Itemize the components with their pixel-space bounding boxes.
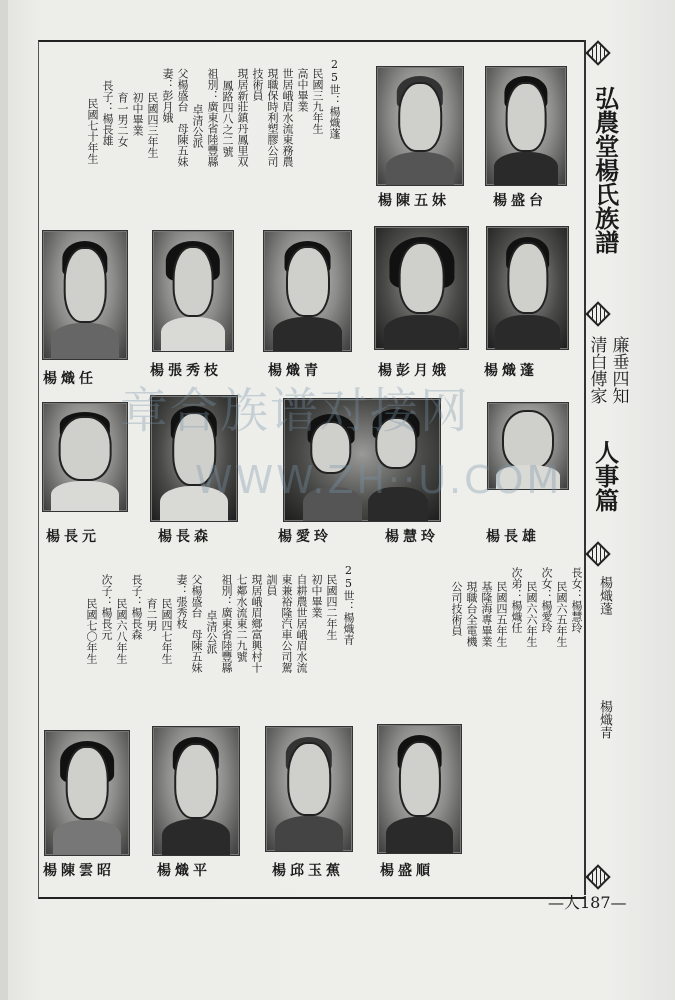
bio-line: 自耕農世居峨眉水流: [295, 574, 308, 673]
portrait-photo: [376, 66, 464, 186]
bio-line: 妻：彭月娥: [161, 68, 174, 123]
bio-line: 東兼裕隆汽車公司駕: [280, 574, 293, 673]
bio-line: 次弟：楊熾任: [510, 567, 523, 633]
bio-line: 技術員: [251, 68, 264, 101]
portrait-photo: [152, 230, 234, 352]
photo-caption: 楊張秀枝: [150, 363, 222, 379]
photo-caption: 楊熾平: [157, 863, 211, 879]
bio-block-chiPeng: [40, 58, 340, 228]
photo-caption: 楊愛玲: [278, 529, 332, 545]
bio-line: 育一男二女: [116, 92, 129, 147]
photo-caption: 楊熾任: [43, 371, 97, 387]
side-name-2: 楊熾青: [596, 700, 612, 739]
bio-line: 祖別：廣東省陸豐縣: [220, 574, 233, 673]
portrait-photo: [374, 226, 469, 350]
portrait-photo: [42, 230, 128, 360]
bio-line: 民國六八年生: [115, 598, 128, 664]
bio-line: 現居新莊鎮丹鳳里双: [236, 68, 249, 167]
photo-caption: 楊盛台: [493, 193, 547, 209]
diamond-ornament-icon: [585, 301, 610, 326]
portrait-photo: [486, 226, 569, 350]
bio-line: 育二男: [145, 598, 158, 631]
watermark-text: 章合族谱对接网: [120, 383, 471, 439]
bio-line: 長女：楊慧玲: [570, 567, 583, 633]
photo-caption: 楊彭月娥: [378, 363, 450, 379]
photo-caption: 楊熾蓬: [484, 363, 538, 379]
bio-line: 七鄰水流東二九號: [235, 574, 248, 662]
portrait-photo: [44, 730, 130, 856]
bio-line: 民國六六年生: [525, 581, 538, 647]
portrait-photo: [263, 230, 352, 352]
bio-line: 民國四七年生: [160, 598, 173, 664]
bio-line: 父楊盛台 母陳五妹: [176, 68, 189, 167]
bio-line: 現居峨眉鄉富興村十: [250, 574, 263, 673]
generation-label: 25世：楊熾青: [342, 564, 355, 645]
bio-line: 高中畢業: [296, 68, 309, 112]
bio-line: 民國七十年生: [86, 98, 99, 164]
book-spine: [0, 0, 8, 1000]
portrait-photo: [152, 726, 240, 856]
side-name-1: 楊熾蓬: [596, 576, 612, 615]
portrait-photo: [42, 402, 128, 512]
bio-line: 基隆海專畢業: [480, 581, 493, 647]
generation-label: 25世：楊熾蓬: [328, 58, 341, 139]
bio-line: 民國六五年生: [555, 581, 568, 647]
photo-caption: 楊熾青: [268, 363, 322, 379]
bio-block-chiQing: [42, 564, 354, 724]
motto-right: 廉垂四知: [608, 336, 629, 404]
bio-line: 長子：楊長森: [130, 574, 143, 640]
bio-line: 世居峨眉水流東務農: [281, 68, 294, 167]
photo-caption: 楊陳雲昭: [43, 863, 115, 879]
portrait-photo: [377, 724, 462, 854]
bio-block-children: [422, 567, 582, 707]
diamond-ornament-icon: [585, 864, 610, 889]
bio-line: 民國四五年生: [495, 581, 508, 647]
photo-caption: 楊長森: [158, 529, 212, 545]
bio-line: 次子：楊長元: [100, 574, 113, 640]
portrait-photo: [265, 726, 353, 852]
bio-line: 民國四二年生: [325, 574, 338, 640]
bio-line: 現職保時利塑膠公司: [266, 68, 279, 167]
bio-line: 長子：楊長雄: [101, 80, 114, 146]
book-title: 弘農堂楊氏族譜: [590, 86, 620, 254]
diamond-ornament-icon: [585, 541, 610, 566]
bio-line: 父楊盛台 母陳五妹: [190, 574, 203, 673]
bio-line: 公司技術員: [450, 581, 463, 636]
bio-line: 祖別：廣東省陸豐縣: [206, 68, 219, 167]
bio-line: 民國四三年生: [146, 92, 159, 158]
photo-caption: 楊長雄: [486, 529, 540, 545]
bio-line: 卓清公派: [191, 104, 204, 148]
bio-line: 妻：張秀枝: [175, 574, 188, 629]
section-title: 人事篇: [590, 440, 620, 512]
page-number: —人187—: [548, 893, 627, 912]
photo-caption: 楊邱玉蕉: [272, 863, 344, 879]
bio-line: 民國三九年生: [311, 68, 324, 134]
bio-line: 初中畢業: [131, 92, 144, 136]
bio-line: 訓員: [265, 574, 278, 596]
bio-line: 現職台全電機: [465, 581, 478, 647]
bio-line: 鳳路四八之二號: [221, 80, 234, 157]
bio-line: 次女：楊愛玲: [540, 567, 553, 633]
watermark-url: WWW.ZH··U.COM: [195, 458, 563, 502]
photo-caption: 楊盛順: [380, 863, 434, 879]
motto-left: 清白傳家: [586, 336, 607, 404]
bio-line: 初中畢業: [310, 574, 323, 618]
photo-caption: 楊陳五妹: [378, 193, 450, 209]
bio-line: 民國七〇年生: [85, 598, 98, 664]
bio-line: 卓清公派: [205, 610, 218, 654]
photo-caption: 楊長元: [46, 529, 100, 545]
portrait-photo: [485, 66, 567, 186]
photo-caption: 楊慧玲: [385, 529, 439, 545]
diamond-ornament-icon: [585, 40, 610, 65]
right-rule: [584, 40, 586, 895]
